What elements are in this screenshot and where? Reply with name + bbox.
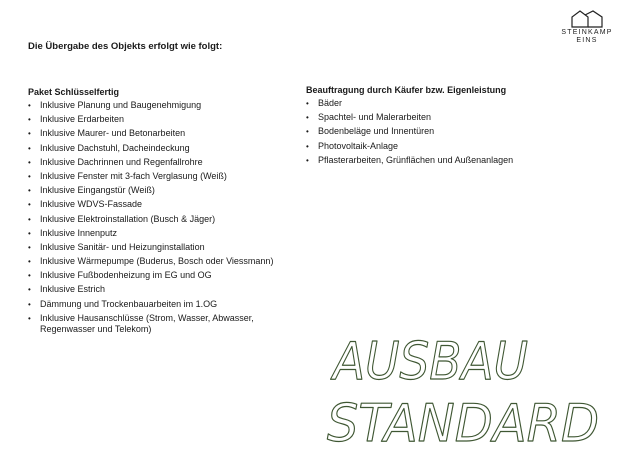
list-item: • Dämmung und Trockenbauarbeiten im 1.OG [28,299,278,310]
list-item: • Inklusive Erdarbeiten [28,114,278,125]
list-item: • Spachtel- und Malerarbeiten [306,112,566,123]
list-item: • Bodenbeläge und Innentüren [306,126,566,137]
list-item: • Inklusive Estrich [28,284,278,295]
headline-line-2: STANDARD [327,394,599,453]
two-houses-icon [570,10,604,28]
list-item: • Inklusive Wärmepumpe (Buderus, Bosch oder Viessmann) [28,256,278,267]
list-item: • Inklusive Dachstuhl, Dacheindeckung [28,143,278,154]
package-turnkey-title: Paket Schlüsselfertig [28,87,120,97]
brand-name: STEINKAMP [561,29,613,36]
list-item: • Inklusive Sanitär- und Heizunginstallation [28,242,278,253]
list-item: • Inklusive Maurer- und Betonarbeiten [28,128,278,139]
list-item: • Bäder [306,98,566,109]
brand-logo [560,10,614,45]
package-turnkey [28,87,278,338]
intro-heading: Die Übergabe des Objekts erfolgt wie folgt: [28,41,223,52]
buyer-commission [306,85,566,169]
list-item: • Inklusive Innenputz [28,228,278,239]
list-item: • Inklusive Planung und Baugenehmigung [28,100,278,111]
list-item: • Inklusive Elektroinstallation (Busch & Jäger) [28,214,278,225]
list-item: • Pflasterarbeiten, Grünflächen und Außenanlagen [306,155,566,166]
handwritten-headline [325,323,605,453]
buyer-commission-list [306,98,566,166]
list-item: • Inklusive Eingangstür (Weiß) [28,185,278,196]
headline-line-1: AUSBAU [330,332,528,392]
list-item: • Photovoltaik-Anlage [306,141,566,152]
list-item: • Inklusive Dachrinnen und Regenfallrohre [28,157,278,168]
list-item: • Inklusive Fenster mit 3-fach Verglasung (Weiß) [28,171,278,182]
list-item: • Inklusive WDVS-Fassade [28,199,278,210]
brand-subname: EINS [576,37,598,44]
buyer-commission-title: Beauftragung durch Käufer bzw. Eigenleistung [306,85,507,95]
list-item: • Inklusive Fußbodenheizung im EG und OG [28,270,278,281]
list-item: • Inklusive Hausanschlüsse (Strom, Wasser, Abwasser, Regenwasser und Telekom) [28,313,278,335]
package-turnkey-list [28,100,278,335]
